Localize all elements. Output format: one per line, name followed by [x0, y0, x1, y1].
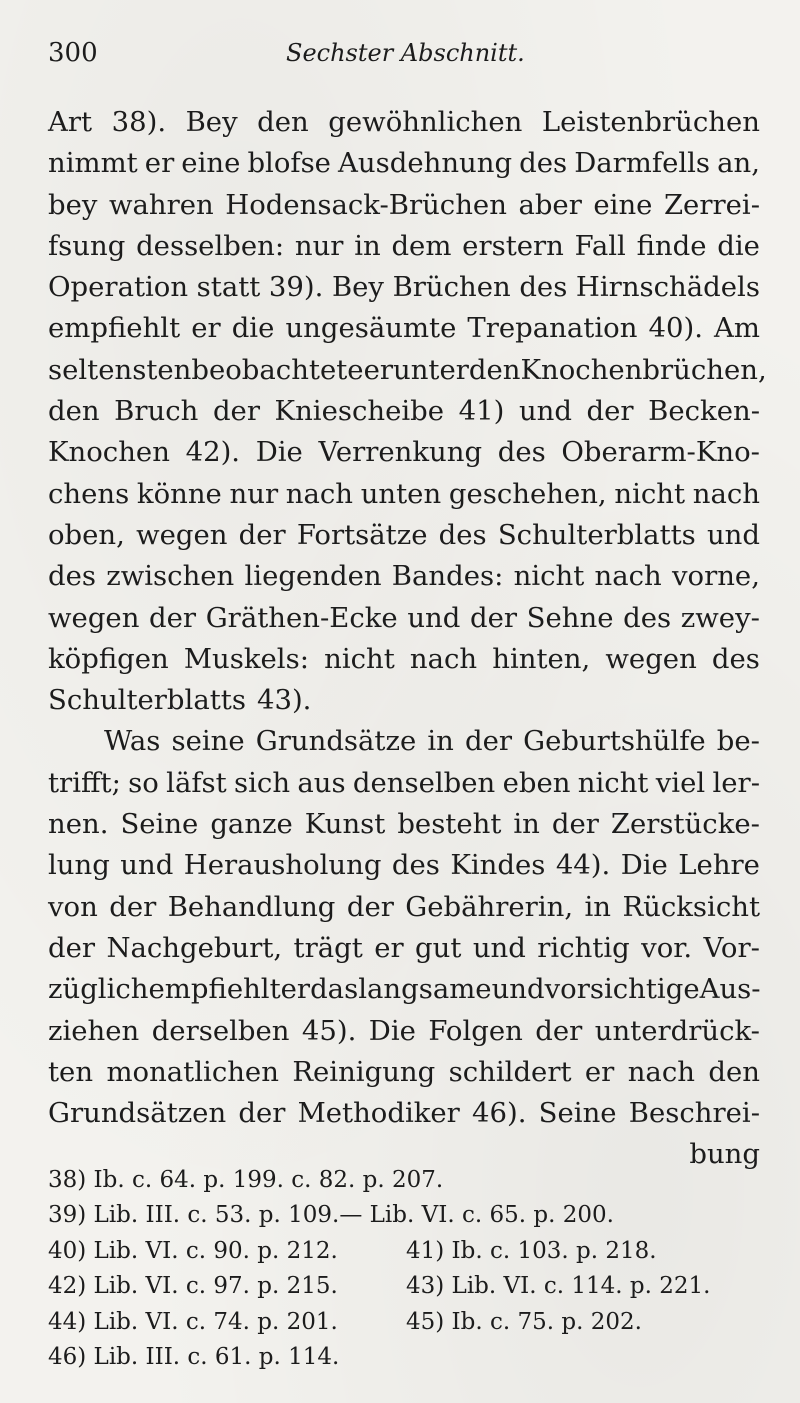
text-line	[48, 1052, 760, 1093]
word: Nachgeburt,	[106, 931, 283, 964]
word: Grundsätze	[255, 725, 417, 758]
word: viel	[655, 766, 706, 799]
word: Methodiker	[297, 1097, 460, 1130]
text-line	[48, 308, 760, 349]
word: Brüchen	[392, 271, 511, 304]
word: und	[407, 601, 461, 634]
word: des	[48, 560, 96, 593]
word: Bey	[331, 271, 384, 304]
word: des	[391, 849, 440, 882]
word: seltensten	[48, 353, 192, 386]
word: desselben:	[136, 229, 285, 262]
word: denselben	[352, 766, 496, 799]
word: er	[363, 353, 393, 386]
word: besteht	[397, 808, 502, 841]
word: wegen	[48, 601, 140, 634]
word: Zerrei-	[663, 188, 760, 221]
word: vorsichtige	[544, 973, 700, 1006]
word: er	[144, 147, 175, 180]
word: nach	[285, 477, 354, 510]
word: Hirnschädels	[575, 271, 760, 304]
footnote-45: 45) Ib. c. 75. p. 202.	[406, 1308, 642, 1335]
word: nach	[692, 477, 760, 510]
word: Kindes	[450, 849, 546, 882]
word: seine	[171, 725, 245, 758]
text-line	[48, 598, 760, 639]
word: Gebährerin,	[405, 890, 574, 923]
word: und	[518, 395, 572, 428]
word: ler-	[712, 766, 760, 799]
word: statt	[196, 271, 261, 304]
word: Was	[104, 725, 161, 758]
word: langsame	[358, 973, 492, 1006]
word: bung	[689, 1138, 760, 1171]
word: 46).	[472, 1097, 527, 1130]
word: Becken-	[648, 395, 760, 428]
word: und	[120, 849, 174, 882]
word: 45).	[301, 1014, 357, 1047]
word: er	[191, 312, 221, 345]
text-line	[48, 226, 760, 267]
word: nur	[294, 229, 344, 262]
text-line	[48, 391, 760, 432]
word: Gräthen-Ecke	[205, 601, 398, 634]
word: Verrenkung	[318, 436, 483, 469]
word: Am	[714, 312, 760, 345]
word: Seine	[120, 808, 199, 841]
word: der	[535, 1014, 583, 1047]
text-line	[48, 556, 760, 597]
word: Leistenbrüchen	[541, 106, 760, 138]
word: in	[427, 725, 454, 758]
word: das	[310, 973, 359, 1006]
text-line	[48, 185, 760, 226]
word: unter	[393, 353, 469, 386]
word: Oberarm-Kno-	[561, 436, 760, 469]
word: Art	[48, 106, 93, 138]
word: der	[470, 601, 518, 634]
word: trägt	[293, 931, 363, 964]
word: so	[128, 766, 159, 799]
word: eine	[181, 147, 241, 180]
word: vor.	[641, 931, 693, 964]
footnote-39: 39) Lib. III. c. 53. p. 109.— Lib. VI. c. 65. p. 200.	[48, 1202, 614, 1229]
word: be-	[716, 725, 760, 758]
text-line	[48, 887, 760, 928]
word: zwey-	[680, 601, 760, 634]
word: nimmt	[48, 147, 138, 180]
page-header	[48, 38, 760, 78]
word: den	[708, 1055, 760, 1088]
word: empfiehlt	[48, 312, 181, 345]
word: den	[48, 395, 100, 428]
word: 42).	[185, 436, 241, 469]
word: chens	[48, 477, 130, 510]
word: ten	[48, 1055, 94, 1088]
word: Knochenbrüchen,	[520, 353, 767, 386]
footnote-38: 38) Ib. c. 64. p. 199. c. 82. p. 207.	[48, 1167, 444, 1193]
word: liegenden	[244, 560, 382, 593]
text-line	[48, 515, 760, 556]
word: des	[623, 601, 672, 634]
word: nen.	[48, 808, 109, 841]
text-line	[48, 267, 760, 308]
word: Lehre	[678, 849, 760, 882]
word: Kunst	[304, 808, 386, 841]
word: Zerstücke-	[610, 808, 760, 841]
footnotes	[48, 1163, 764, 1375]
word: gut	[415, 931, 462, 964]
word: der	[238, 1097, 286, 1130]
word: er	[584, 1055, 615, 1088]
word: züglich	[48, 973, 149, 1006]
word: unterdrück-	[594, 1014, 760, 1047]
word: blofse	[247, 147, 331, 180]
word: Reinigung	[292, 1055, 436, 1088]
word: er	[280, 973, 311, 1006]
text-line	[48, 969, 760, 1010]
word: bey	[48, 188, 98, 221]
word: der	[464, 725, 513, 758]
word: Die	[368, 1014, 416, 1047]
text-line	[48, 845, 760, 886]
text-line	[48, 804, 760, 845]
word: Sehne	[526, 601, 614, 634]
word: nur	[229, 477, 279, 510]
word: köpfigen	[48, 642, 169, 675]
word: vorne,	[671, 560, 760, 593]
word: nicht	[614, 477, 686, 510]
word: eben	[502, 766, 571, 799]
word: der	[238, 518, 286, 551]
word: Darmfells	[574, 147, 711, 180]
word: Beschrei-	[628, 1097, 760, 1130]
text-line	[48, 143, 760, 184]
word: fsung	[48, 229, 126, 262]
word: Kniescheibe	[274, 395, 445, 428]
word: richtig	[537, 931, 630, 964]
word: Grundsätzen	[48, 1097, 227, 1130]
word: Aus-	[699, 973, 761, 1006]
word: Ausdehnung	[338, 147, 513, 180]
word: unten	[360, 477, 442, 510]
word: Muskels:	[183, 642, 309, 675]
word: der	[48, 931, 96, 964]
word: läfst	[166, 766, 227, 799]
word: Knochen	[48, 436, 170, 469]
word: des	[497, 436, 546, 469]
word: die	[717, 229, 760, 262]
word: die	[231, 312, 275, 345]
text-line	[48, 102, 760, 143]
word: eine	[593, 188, 653, 221]
word: 38).	[111, 106, 167, 138]
word: gewöhnlichen	[328, 106, 523, 138]
word: des	[711, 642, 760, 675]
word: Schulterblatts	[48, 684, 246, 717]
footnote-41: 41) Ib. c. 103. p. 218.	[406, 1237, 657, 1264]
word: der	[149, 601, 197, 634]
word: empfiehlt	[148, 973, 281, 1006]
word: schildert	[448, 1055, 572, 1088]
word: Folgen	[428, 1014, 523, 1047]
word: 40).	[648, 312, 703, 345]
word: in	[584, 890, 612, 923]
word: ziehen	[48, 1014, 140, 1047]
word: und	[472, 931, 526, 964]
word: nicht	[324, 642, 395, 675]
word: nach	[627, 1055, 695, 1088]
word: in	[354, 229, 381, 262]
word: Fortsätze	[296, 518, 428, 551]
footnote-40: 40) Lib. VI. c. 90. p. 212.	[48, 1237, 338, 1264]
word: Vor-	[703, 931, 760, 964]
word: dem	[391, 229, 452, 262]
word: Bandes:	[391, 560, 504, 593]
word: Operation	[48, 271, 189, 304]
page-number: 300	[48, 38, 98, 68]
word: Schulterblatts	[497, 518, 696, 551]
word: Geburtshülfe	[523, 725, 706, 758]
word: des	[519, 271, 568, 304]
word: aus	[297, 766, 346, 799]
word: 41)	[458, 395, 505, 428]
text-line	[48, 350, 767, 391]
word: und	[491, 973, 545, 1006]
text-line	[48, 928, 760, 969]
word: nach	[409, 642, 478, 675]
word: könne	[136, 477, 222, 510]
word: Hodensack-Brüchen	[225, 188, 507, 221]
word: wegen	[136, 518, 228, 551]
text-line	[48, 432, 760, 473]
word: Herausholung	[183, 849, 382, 882]
text-line	[48, 639, 760, 680]
word: der	[109, 890, 157, 923]
word: und	[706, 518, 760, 551]
word: wahren	[108, 188, 214, 221]
word: er	[374, 931, 404, 964]
word: geschehen,	[448, 477, 607, 510]
word: Fall	[574, 229, 626, 262]
word: Trepanation	[467, 312, 638, 345]
word: den	[468, 353, 521, 386]
word: nach	[594, 560, 662, 593]
text-line	[48, 763, 760, 804]
word: des	[438, 518, 487, 551]
word: den	[257, 106, 309, 138]
word: nicht	[513, 560, 585, 593]
text-line	[48, 474, 760, 515]
word: nicht	[577, 766, 649, 799]
word: der	[551, 808, 599, 841]
word: ganze	[210, 808, 293, 841]
footnote-43: 43) Lib. VI. c. 114. p. 221.	[406, 1273, 711, 1300]
footnote-46: 46) Lib. III. c. 61. p. 114.	[48, 1343, 340, 1370]
word: oben,	[48, 518, 125, 551]
word: der	[586, 395, 634, 428]
word: des	[519, 147, 568, 180]
word: finde	[636, 229, 707, 262]
text-line	[48, 1093, 760, 1134]
word: Die	[620, 849, 668, 882]
word: Seine	[538, 1097, 617, 1130]
word: beobachtete	[191, 353, 364, 386]
word: hinten,	[492, 642, 591, 675]
word: 44).	[555, 849, 611, 882]
word: 43).	[256, 684, 312, 717]
word: derselben	[151, 1014, 290, 1047]
body-text	[48, 102, 767, 1176]
word: Rücksicht	[622, 890, 760, 923]
running-head: Sechster Abschnitt.	[286, 39, 525, 67]
word: Behandlung	[167, 890, 336, 923]
word: an,	[717, 147, 760, 180]
footnote-44: 44) Lib. VI. c. 74. p. 201.	[48, 1308, 338, 1335]
word: aber	[518, 188, 582, 221]
word: erstern	[462, 229, 564, 262]
word: ungesäumte	[285, 312, 457, 345]
text-line	[48, 721, 760, 762]
footnote-42: 42) Lib. VI. c. 97. p. 215.	[48, 1273, 338, 1300]
word: in	[513, 808, 540, 841]
word: zwischen	[106, 560, 235, 593]
text-line	[48, 1011, 760, 1052]
word: Die	[255, 436, 303, 469]
word: monatlichen	[106, 1055, 279, 1088]
word: der	[346, 890, 394, 923]
text-line	[48, 680, 760, 721]
word: der	[212, 395, 260, 428]
word: 39).	[268, 271, 324, 304]
word: Bruch	[114, 395, 199, 428]
word: wegen	[605, 642, 697, 675]
word: von	[48, 890, 98, 923]
word: sich	[234, 766, 291, 799]
word: lung	[48, 849, 110, 882]
word: trifft;	[48, 766, 121, 799]
word: Bey	[185, 106, 238, 138]
